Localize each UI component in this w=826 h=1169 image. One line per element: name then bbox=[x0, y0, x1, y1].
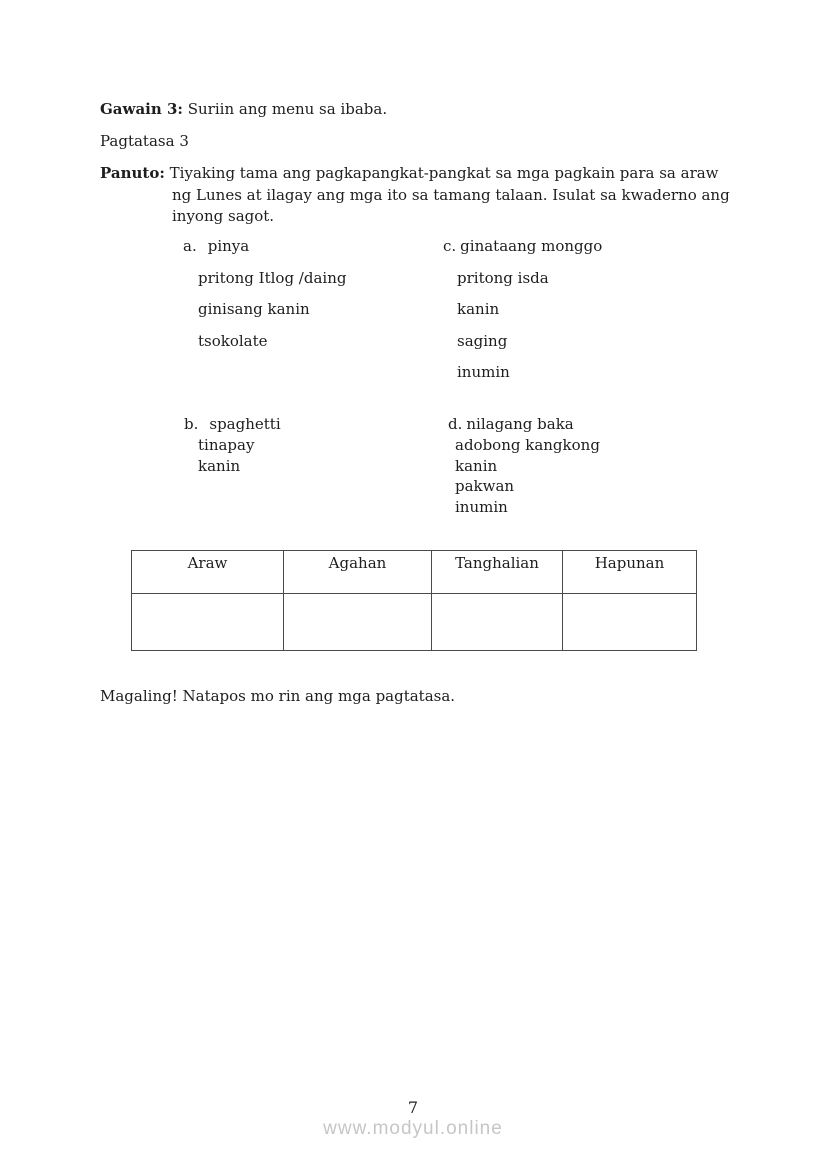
menu-item: inumin bbox=[455, 498, 508, 517]
page-number: 7 bbox=[407, 1098, 419, 1117]
watermark-url: www.modyul.online bbox=[323, 1118, 503, 1139]
menu-group-c bbox=[443, 231, 602, 389]
table-cell-hapunan bbox=[563, 594, 697, 651]
menu-group-d-title-text: nilagang baka bbox=[466, 415, 574, 433]
activity-label: Gawain 3: bbox=[100, 100, 183, 118]
table-header-araw: Araw bbox=[132, 551, 284, 594]
table-header-row bbox=[132, 551, 697, 594]
menu-group-a-letter: a. bbox=[183, 237, 197, 255]
menu-group-b-title-text: spaghetti bbox=[209, 415, 281, 433]
instructions-label: Panuto: bbox=[100, 164, 165, 182]
table-cell-araw bbox=[132, 594, 284, 651]
menu-item: adobong kangkong bbox=[455, 435, 600, 454]
menu-group-a-title bbox=[183, 231, 346, 263]
table-cell-tanghalian bbox=[432, 594, 563, 651]
table-row bbox=[132, 594, 697, 651]
menu-group-b-letter: b. bbox=[184, 415, 199, 433]
menu-item: pritong isda bbox=[457, 268, 549, 287]
menu-item: saging bbox=[457, 331, 508, 350]
table-header-hapunan: Hapunan bbox=[563, 551, 697, 594]
closing-text: Magaling! Natapos mo rin ang mga pagtatasa. bbox=[100, 687, 456, 705]
menu-item: tsokolate bbox=[198, 331, 268, 350]
menu-item: tinapay bbox=[198, 435, 255, 454]
answer-table bbox=[131, 550, 697, 651]
table-header-agahan: Agahan bbox=[284, 551, 432, 594]
instructions-block bbox=[100, 163, 748, 228]
menu-group-a bbox=[183, 231, 346, 357]
menu-group-d-title bbox=[448, 414, 600, 435]
instructions-line-3: inyong sagot. bbox=[172, 207, 275, 225]
menu-item: inumin bbox=[457, 363, 510, 382]
menu-group-c-title bbox=[443, 231, 602, 263]
instructions-line-2: ng Lunes at ilagay ang mga ito sa tamang talaan. Isulat sa kwaderno ang bbox=[172, 185, 730, 204]
menu-group-c-letter: c. bbox=[443, 237, 457, 255]
menu-group-b bbox=[184, 414, 281, 476]
activity-text: Suriin ang menu sa ibaba. bbox=[187, 100, 388, 118]
instructions-text: Tiyaking tama ang pagkapangkat-pangkat sa mga pagkain para sa araw bbox=[169, 164, 719, 182]
menu-item: kanin bbox=[455, 456, 498, 475]
instructions-line-1 bbox=[100, 163, 748, 185]
activity-heading bbox=[100, 99, 387, 119]
table-cell-agahan bbox=[284, 594, 432, 651]
assessment-title: Pagtatasa 3 bbox=[100, 132, 189, 150]
menu-item: pakwan bbox=[455, 477, 515, 496]
menu-item: kanin bbox=[457, 300, 500, 319]
menu-item: kanin bbox=[198, 456, 241, 475]
menu-item: ginisang kanin bbox=[198, 300, 310, 319]
menu-group-d-letter: d. bbox=[448, 415, 463, 433]
menu-group-b-title bbox=[184, 414, 281, 435]
menu-group-a-title-text: pinya bbox=[207, 237, 250, 255]
menu-group-c-title-text: ginataang monggo bbox=[460, 237, 603, 255]
menu-group-d bbox=[448, 414, 600, 518]
menu-item: pritong Itlog /daing bbox=[198, 268, 347, 287]
table-header-tanghalian: Tanghalian bbox=[432, 551, 563, 594]
